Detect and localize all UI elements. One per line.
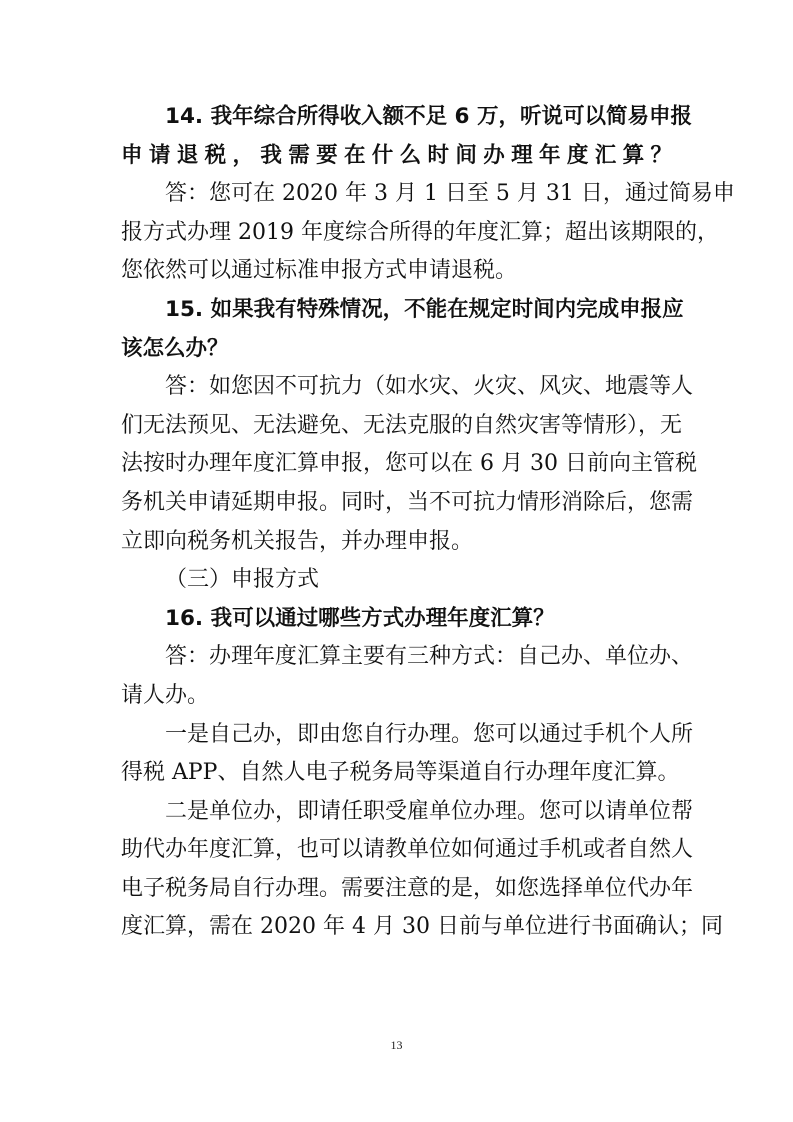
section-heading: （三）申报方式	[165, 567, 320, 593]
question-line: 该怎么办？	[121, 335, 229, 361]
answer-line: 答：如您因不可抗力（如水灾、火灾、风灾、地震等人	[165, 374, 694, 400]
answer-line: 助代办年度汇算，也可以请教单位如何通过手机或者自然人	[121, 837, 694, 863]
page-number: 13	[390, 1038, 403, 1052]
answer-line: 电子税务局自行办理。需要注意的是，如您选择单位代办年	[121, 875, 694, 901]
answer-line: 务机关申请延期申报。同时，当不可抗力情形消除后，您需	[121, 489, 694, 515]
answer-line: 们无法预见、无法避免、无法克服的自然灾害等情形），无	[121, 412, 683, 438]
question-line: 14. 我年综合所得收入额不足 6 万，听说可以简易申报	[165, 104, 693, 129]
question-line: 15. 如果我有特殊情况，不能在规定时间内完成申报应	[165, 296, 684, 322]
answer-line: 得税 APP、自然人电子税务局等渠道自行办理年度汇算。	[121, 760, 680, 786]
answer-line: 报方式办理 2019 年度综合所得的年度汇算；超出该期限的，	[121, 219, 719, 245]
answer-line: 答：您可在 2020 年 3 月 1 日至 5 月 31 日，通过简易申	[165, 181, 735, 207]
question-line: 16. 我可以通过哪些方式办理年度汇算？	[165, 605, 555, 631]
answer-line: 您依然可以通过标准申报方式申请退税。	[121, 258, 518, 284]
answer-line: 度汇算，需在 2020 年 4 月 30 日前与单位进行书面确认；同	[121, 914, 723, 940]
answer-line: 答：办理年度汇算主要有三种方式：自己办、单位办、	[165, 644, 694, 670]
document-body	[121, 98, 735, 947]
answer-line: 请人办。	[121, 682, 210, 708]
answer-line: 法按时办理年度汇算申报，您可以在 6 月 30 日前向主管税	[121, 451, 697, 477]
question-line: 申请退税，我需要在什么时间办理年度汇算？	[121, 142, 672, 168]
answer-line: 二是单位办，即请任职受雇单位办理。您可以请单位帮	[165, 798, 694, 824]
answer-line: 立即向税务机关报告，并办理申报。	[121, 528, 474, 554]
answer-line: 一是自己办，即由您自行办理。您可以通过手机个人所	[165, 721, 694, 747]
